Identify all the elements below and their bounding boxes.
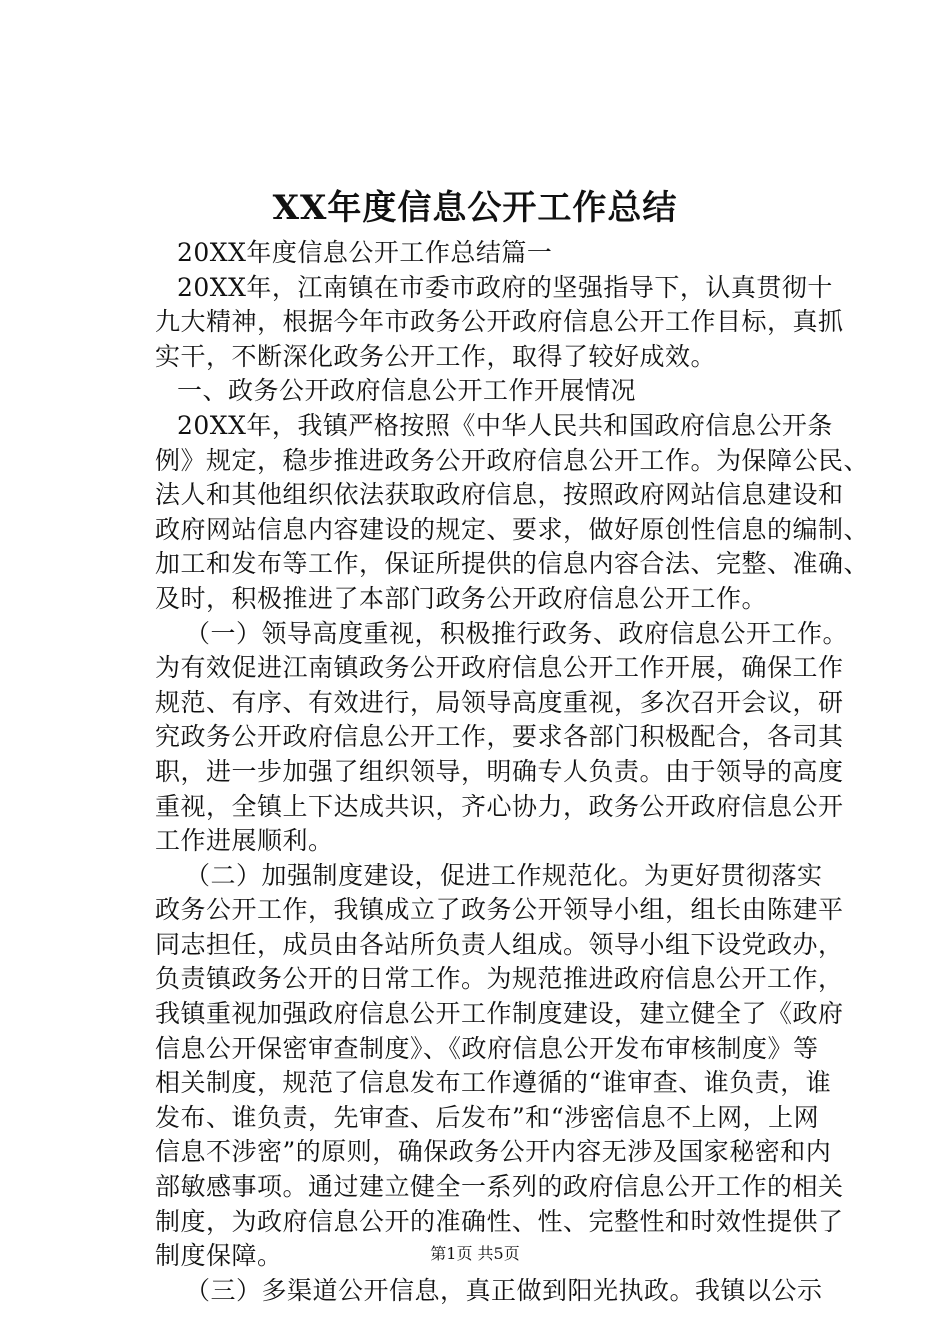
paragraph-line: 及时，积极推进了本部门政务公开政府信息公开工作。 bbox=[155, 583, 768, 613]
paragraph-line: 政府网站信息内容建设的规定、要求，做好原创性信息的编制、 bbox=[155, 514, 870, 544]
paragraph-line: 实干，不断深化政务公开工作，取得了较好成效。 bbox=[155, 341, 717, 371]
document-title: XX年度信息公开工作总结 bbox=[272, 188, 678, 228]
section-heading: 一、政务公开政府信息公开工作开展情况 bbox=[177, 376, 637, 406]
paragraph-line: （三）多渠道公开信息，真正做到阳光执政。我镇以公示 bbox=[185, 1275, 823, 1305]
paragraph-line: 我镇重视加强政府信息公开工作制度建设，建立健全了《政府 bbox=[155, 999, 844, 1029]
paragraph-line: 20XX年，江南镇在市委市政府的坚强指导下，认真贯彻十 bbox=[177, 272, 833, 302]
document-body bbox=[155, 236, 870, 1308]
paragraph-line: 制度保障。 bbox=[155, 1241, 283, 1271]
paragraph-line: 制度，为政府信息公开的准确性、性、完整性和时效性提供了 bbox=[155, 1206, 844, 1236]
paragraph-line: 信息不涉密”的原则，确保政务公开内容无涉及国家秘密和内 bbox=[155, 1137, 832, 1167]
paragraph-line: 工作进展顺利。 bbox=[155, 826, 334, 856]
paragraph-line: 部敏感事项。通过建立健全一系列的政府信息公开工作的相关 bbox=[155, 1172, 844, 1202]
paragraph-line: 负责镇政务公开的日常工作。为规范推进政府信息公开工作， bbox=[155, 964, 844, 994]
paragraph-line: 重视，全镇上下达成共识，齐心协力，政务公开政府信息公开 bbox=[155, 791, 844, 821]
paragraph-line: （一）领导高度重视，积极推行政务、政府信息公开工作。 bbox=[185, 618, 849, 648]
paragraph-line: 相关制度，规范了信息发布工作遵循的“谁审查、谁负责，谁 bbox=[155, 1068, 832, 1098]
paragraph-line: 九大精神，根据今年市政务公开政府信息公开工作目标，真抓 bbox=[155, 307, 844, 337]
paragraph-line: 政务公开工作，我镇成立了政务公开领导小组，组长由陈建平 bbox=[155, 895, 844, 925]
paragraph-line: 为有效促进江南镇政务公开政府信息公开工作开展，确保工作 bbox=[155, 653, 844, 683]
paragraph-line: 加工和发布等工作，保证所提供的信息内容合法、完整、准确、 bbox=[155, 549, 870, 579]
paragraph-line: 发布、谁负责，先审查、后发布”和“涉密信息不上网，上网 bbox=[155, 1102, 820, 1132]
paragraph-line: 20XX年，我镇严格按照《中华人民共和国政府信息公开条 bbox=[177, 410, 833, 440]
paragraph-line: （二）加强制度建设，促进工作规范化。为更好贯彻落实 bbox=[185, 860, 823, 890]
paragraph-line: 法人和其他组织依法获取政府信息，按照政府网站信息建设和 bbox=[155, 480, 844, 510]
page-number: 第1页 共5页 bbox=[430, 1244, 520, 1263]
paragraph-line: 同志担任，成员由各站所负责人组成。领导小组下设党政办， bbox=[155, 929, 844, 959]
paragraph-line: 例》规定，稳步推进政务公开政府信息公开工作。为保障公民、 bbox=[155, 445, 870, 475]
paragraph-line: 信息公开保密审查制度》、《政府信息公开发布审核制度》等 bbox=[155, 1033, 819, 1063]
section-heading: 20XX年度信息公开工作总结篇一 bbox=[177, 238, 553, 267]
paragraph-line: 职，进一步加强了组织领导，明确专人负责。由于领导的高度 bbox=[155, 756, 844, 786]
paragraph-line: 规范、有序、有效进行，局领导高度重视，多次召开会议，研 bbox=[155, 687, 844, 717]
paragraph-line: 究政务公开政府信息公开工作，要求各部门积极配合，各司其 bbox=[155, 722, 844, 752]
